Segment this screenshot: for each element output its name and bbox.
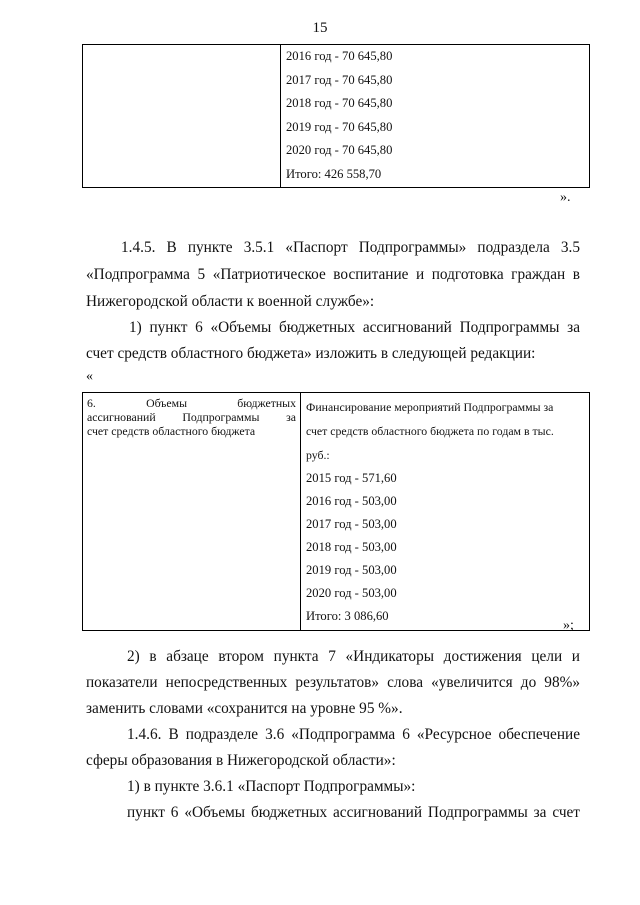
year-line: 2018 год - 70 645,80 bbox=[286, 96, 393, 111]
paragraph-line: заменить словами «сохранится на уровне 95 %». bbox=[86, 700, 403, 717]
page-number: 15 bbox=[312, 20, 328, 36]
year-line: 2020 год - 503,00 bbox=[306, 586, 397, 600]
total-line: Итого: 3 086,60 bbox=[306, 609, 389, 623]
paragraph-line: сферы образования в Нижегородской области»: bbox=[86, 752, 396, 769]
financing-header: счет средств областного бюджета по годам в тыс. bbox=[306, 424, 554, 438]
table-left-cell bbox=[83, 393, 301, 631]
closing-quote: ». bbox=[560, 190, 571, 205]
paragraph-line: 1) пункт 6 «Объемы бюджетных ассигнований Подпрограммы за bbox=[129, 319, 580, 336]
paragraph-line: 1.4.6. В подразделе 3.6 «Подпрограмма 6 «Ресурсное обеспечение bbox=[127, 726, 580, 743]
year-line: 2017 год - 503,00 bbox=[306, 517, 397, 531]
left-cell-line: счет средств областного бюджета bbox=[87, 424, 256, 438]
left-cell-line: 6. Объемы бюджетных bbox=[87, 396, 296, 410]
year-line: 2015 год - 571,60 bbox=[306, 471, 397, 485]
paragraph-line: 1) в пункте 3.6.1 «Паспорт Подпрограммы»: bbox=[127, 778, 416, 795]
year-line: 2018 год - 503,00 bbox=[306, 540, 397, 554]
year-line: 2019 год - 70 645,80 bbox=[286, 119, 393, 134]
closing-quote: »; bbox=[563, 618, 574, 633]
year-line: 2016 год - 70 645,80 bbox=[286, 49, 393, 63]
year-line: 2017 год - 70 645,80 bbox=[286, 72, 393, 87]
table-right-cell bbox=[281, 45, 590, 188]
opening-quote: « bbox=[86, 369, 93, 384]
paragraph-line: Нижегородской области к военной службе»: bbox=[86, 293, 375, 310]
budget-table bbox=[82, 392, 590, 631]
left-cell-line: ассигнований Подпрограммы за bbox=[87, 410, 296, 424]
paragraph-line: счет средств областного бюджета» изложить в следующей редакции: bbox=[86, 345, 536, 362]
year-line: 2020 год - 70 645,80 bbox=[286, 143, 393, 158]
paragraph-line: «Подпрограмма 5 «Патриотическое воспитание и подготовка граждан в bbox=[86, 266, 580, 283]
paragraph-line: 2) в абзаце втором пункта 7 «Индикаторы достижения цели и bbox=[127, 648, 580, 665]
paragraph-line: пункт 6 «Объемы бюджетных ассигнований Подпрограммы за счет bbox=[127, 804, 580, 821]
paragraph-line: 1.4.5. В пункте 3.5.1 «Паспорт Подпрограммы» подраздела 3.5 bbox=[121, 239, 580, 256]
table-right-cell bbox=[301, 393, 590, 631]
table-continued bbox=[82, 44, 590, 188]
financing-header: руб.: bbox=[306, 448, 330, 462]
paragraph-line: показатели непосредственных результатов» слова «увеличится до 98%» bbox=[86, 674, 580, 691]
financing-header: Финансирование мероприятий Подпрограммы за bbox=[306, 400, 554, 414]
table-left-cell bbox=[83, 45, 281, 188]
year-line: 2019 год - 503,00 bbox=[306, 563, 397, 577]
total-line: Итого: 426 558,70 bbox=[286, 166, 382, 181]
year-line: 2016 год - 503,00 bbox=[306, 494, 397, 508]
